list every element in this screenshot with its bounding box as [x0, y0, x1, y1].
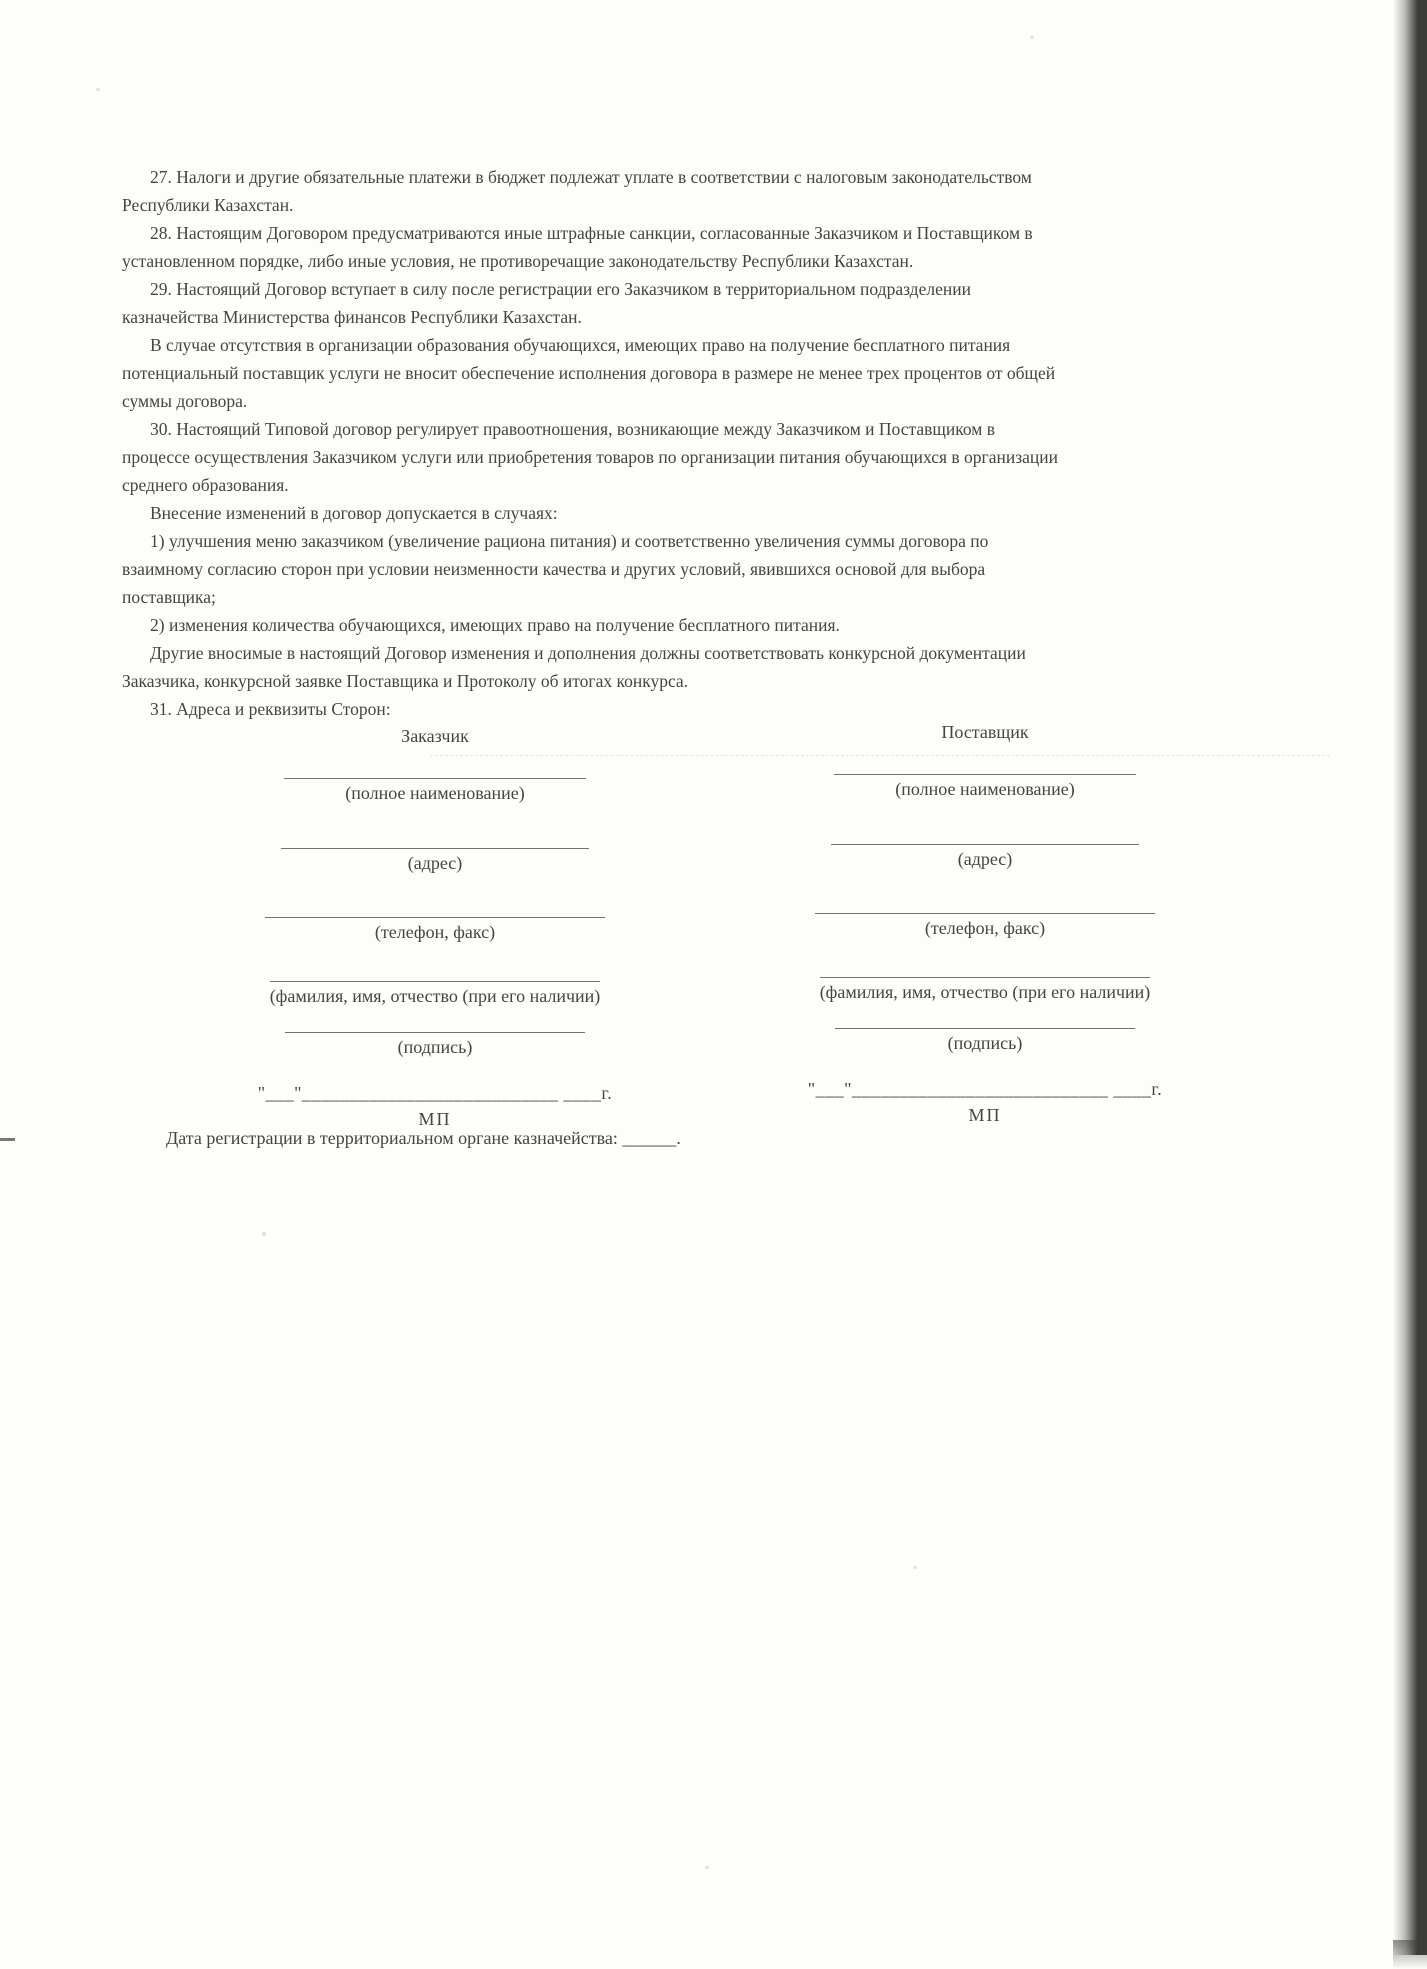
signature-blank-line [281, 848, 589, 849]
signature-blank-line [285, 1032, 585, 1033]
clause-29-line: казначейства Министерства финансов Республики Казахстан. [122, 307, 582, 327]
clause-29-note-line: потенциальный поставщик услуги не вносит обеспечение исполнения договора в размере не менее трех процентов от общей [122, 363, 1056, 383]
clause-30-line: процессе осуществления Заказчиком услуги или приобретения товаров по организации питания обучающихся в организации [122, 447, 1058, 467]
clause-29-note-line: В случае отсутствия в организации образования обучающихся, имеющих право на получение бесплатного питания [150, 335, 1011, 355]
clause-28-line: установленном порядке, либо иные условия, не противоречащие законодательству Республики Казахстан. [122, 251, 914, 271]
amendment-item-1-line: поставщика; [122, 587, 216, 607]
scan-speck [913, 1566, 917, 1569]
signature-blank-line [815, 913, 1155, 914]
clause-27-line: Республики Казахстан. [122, 195, 294, 215]
clause-30-line: 30. Настоящий Типовой договор регулирует правоотношения, возникающие между Заказчиком и Поставщиком в [150, 419, 995, 439]
amendment-item-2-line: 2) изменения количества обучающихся, имеющих право на получение бесплатного питания. [150, 615, 840, 635]
person-name-caption: (фамилия, имя, отчество (при его наличии) [819, 982, 1151, 1002]
supplier-title: Поставщик [941, 722, 1029, 742]
signature-blank-line [284, 778, 586, 779]
address-caption: (адрес) [957, 849, 1013, 869]
full-name-caption: (полное наименование) [345, 783, 525, 803]
clause-30-line: среднего образования. [122, 475, 289, 495]
scan-edge-shadow [1393, 0, 1427, 1955]
amendments-note-line: Заказчика, конкурсной заявке Поставщика и Протоколу об итогах конкурса. [122, 671, 689, 691]
supplier-signature-column [785, 720, 1185, 1127]
person-name-caption: (фамилия, имя, отчество (при его наличии) [269, 986, 601, 1006]
signature-blank-line [834, 774, 1136, 775]
scan-speck [705, 1866, 709, 1869]
phone-fax-caption: (телефон, факс) [924, 918, 1046, 938]
amendment-item-1-line: взаимному согласию сторон при условии неизменности качества и других условий, явившихся основой для выбора [122, 559, 986, 579]
clause-27-line: 27. Налоги и другие обязательные платежи в бюджет подлежат уплате в соответствии с налоговым законодательством [150, 167, 1032, 187]
signature-blank-line [265, 917, 605, 918]
date-blank-line: "___"___________________________ ____г. [807, 1079, 1163, 1099]
signature-blank-line [831, 844, 1139, 845]
scan-speck [96, 88, 100, 91]
full-name-caption: (полное наименование) [895, 779, 1075, 799]
amendments-intro-line: Внесение изменений в договор допускается в случаях: [150, 503, 558, 523]
clause-28-line: 28. Настоящим Договором предусматриваются иные штрафные санкции, согласованные Заказчиком и Поставщиком в [150, 223, 1033, 243]
stamp-mark: МП [418, 1109, 452, 1129]
signature-blank-line [270, 981, 600, 982]
scan-speck [262, 1232, 266, 1236]
customer-signature-column [235, 724, 635, 1131]
signature-caption: (подпись) [397, 1037, 473, 1057]
scan-speck [1030, 36, 1034, 39]
amendments-note-line: Другие вносимые в настоящий Договор изменения и дополнения должны соответствовать конкурсной документации [150, 643, 1026, 663]
stamp-mark: МП [968, 1105, 1002, 1125]
date-blank-line: "___"___________________________ ____г. [257, 1083, 613, 1103]
clause-29-line: 29. Настоящий Договор вступает в силу после регистрации его Заказчиком в территориальном подразделении [150, 279, 971, 299]
clause-31-line: 31. Адреса и реквизиты Сторон: [150, 699, 391, 719]
signature-blank-line [835, 1028, 1135, 1029]
signature-caption: (подпись) [947, 1033, 1023, 1053]
clause-29-note-line: суммы договора. [122, 391, 248, 411]
address-caption: (адрес) [407, 853, 463, 873]
customer-title: Заказчик [401, 726, 469, 746]
signature-blank-line [820, 977, 1150, 978]
phone-fax-caption: (телефон, факс) [374, 922, 496, 942]
treasury-registration-line: Дата регистрации в территориальном органе казначейства: ______. [166, 1128, 681, 1148]
contract-body [122, 163, 1182, 723]
scan-edge-shadow-fade [1393, 1940, 1427, 1969]
scan-dash-artifact [0, 1138, 15, 1141]
amendment-item-1-line: 1) улучшения меню заказчиком (увеличение рациона питания) и соответственно увеличения суммы договора по [150, 531, 989, 551]
